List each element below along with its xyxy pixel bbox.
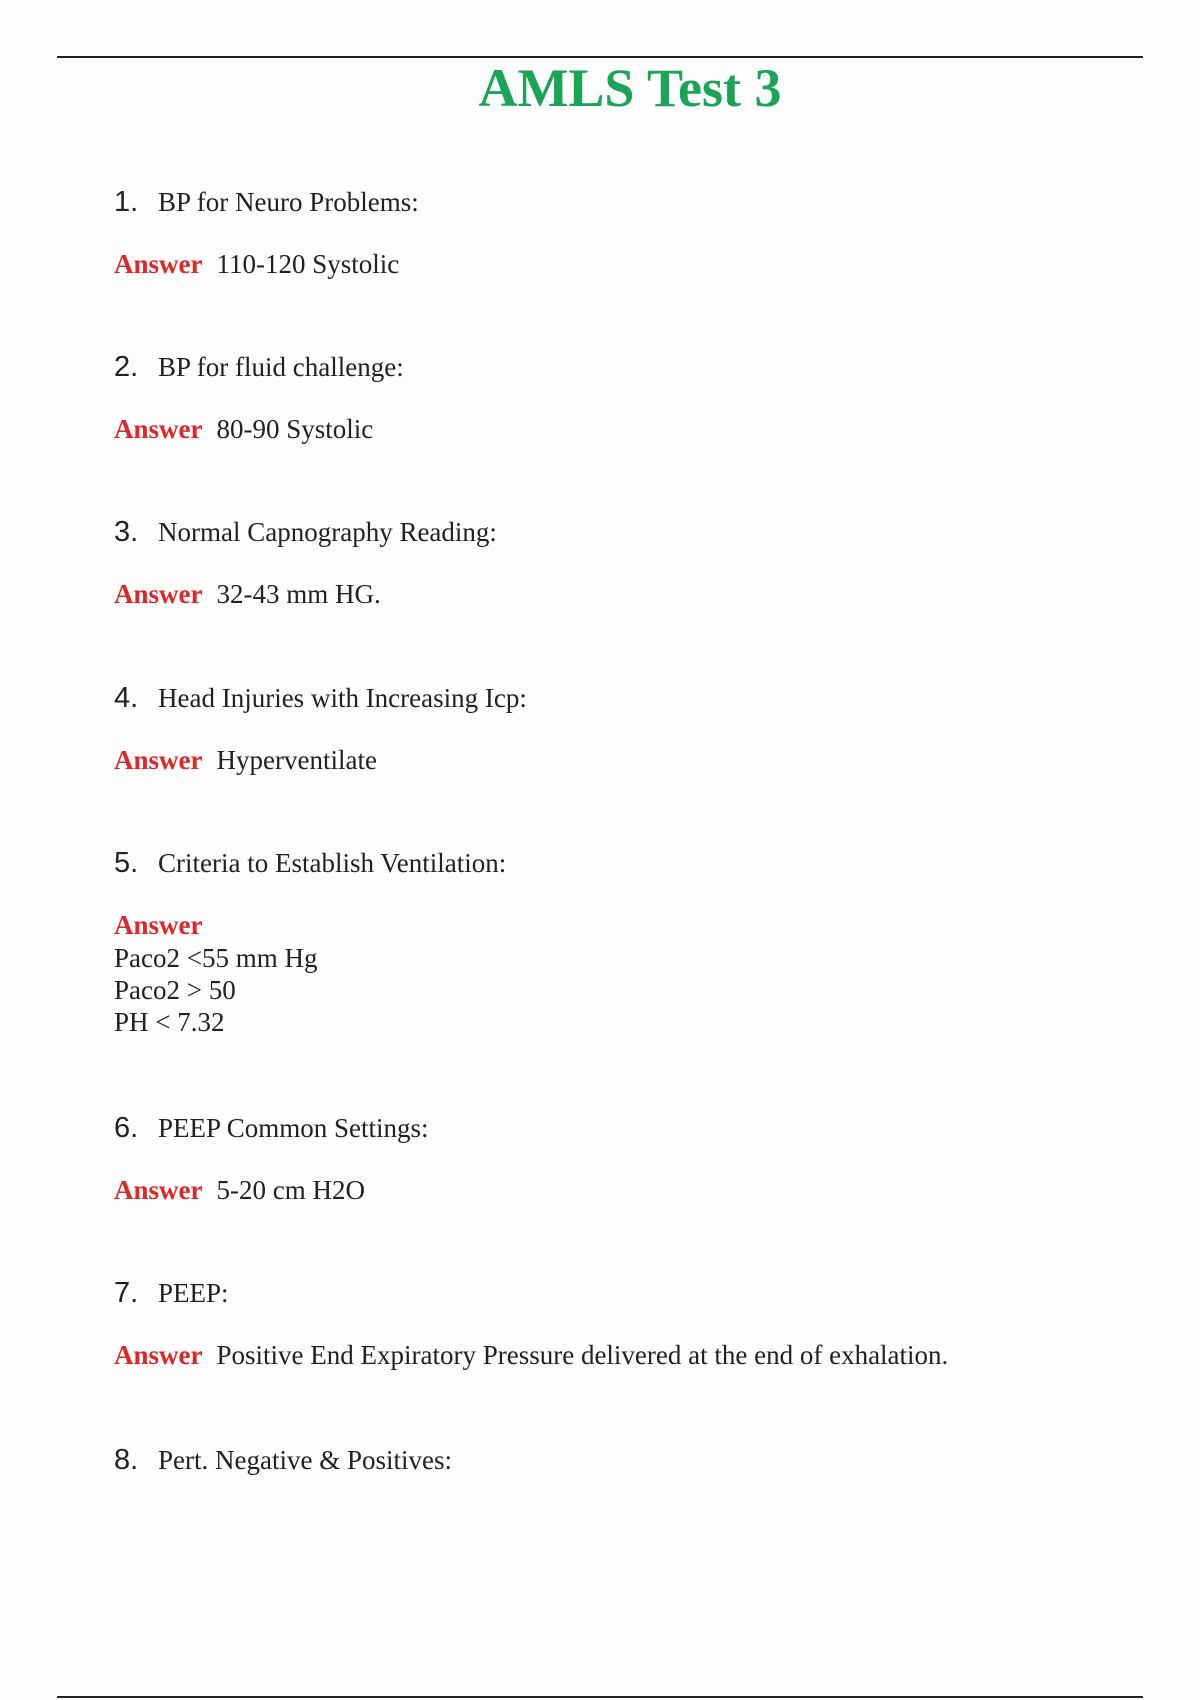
answer-label: Answer — [114, 745, 203, 775]
answer — [114, 908, 1134, 1038]
answer-label: Answer — [114, 1340, 203, 1370]
question — [114, 1443, 1134, 1477]
question-number: 3. — [114, 516, 139, 548]
answer-label: Answer — [114, 414, 203, 444]
question-text: Normal Capnography Reading: — [158, 517, 497, 547]
question-number: 1. — [114, 186, 139, 218]
answer-label: Answer — [114, 579, 203, 609]
answer-text: 110-120 Systolic — [216, 249, 400, 279]
bottom-rule — [57, 1696, 1143, 1698]
answer-text: Hyperventilate — [216, 745, 377, 775]
question — [114, 350, 1134, 384]
answer-label: Answer — [114, 249, 203, 279]
question — [114, 515, 1134, 549]
answer-text: 32-43 mm HG. — [216, 579, 381, 609]
question-text: Pert. Negative & Positives: — [158, 1445, 452, 1475]
question — [114, 1111, 1134, 1145]
question — [114, 681, 1134, 715]
answer — [114, 412, 1134, 446]
answer-line: Paco2 > 50 — [114, 975, 236, 1005]
answer-label: Answer — [114, 910, 203, 940]
question-number: 6. — [114, 1112, 139, 1144]
question-text: PEEP: — [158, 1278, 229, 1308]
question-number: 2. — [114, 351, 139, 383]
qa-item-6 — [114, 1111, 1134, 1207]
answer — [114, 743, 1134, 777]
answer-line: PH < 7.32 — [114, 1007, 225, 1037]
answer — [114, 247, 1134, 281]
qa-item-2 — [114, 350, 1134, 446]
qa-item-3 — [114, 515, 1134, 611]
question-text: Head Injuries with Increasing Icp: — [158, 683, 527, 713]
question-number: 5. — [114, 847, 139, 879]
document-title: AMLS Test 3 — [478, 58, 782, 118]
qa-item-5 — [114, 846, 1134, 1038]
question-text: PEEP Common Settings: — [158, 1113, 429, 1143]
qa-item-1 — [114, 185, 1134, 281]
qa-item-7 — [114, 1276, 1134, 1372]
question-number: 8. — [114, 1444, 139, 1476]
question — [114, 846, 1134, 880]
answer — [114, 577, 1134, 611]
question-text: BP for Neuro Problems: — [158, 187, 419, 217]
question — [114, 1276, 1134, 1310]
answer-text: Positive End Expiratory Pressure delivered at the end of exhalation. — [216, 1340, 949, 1370]
answer — [114, 1338, 1134, 1372]
answer-text: 5-20 cm H2O — [216, 1175, 365, 1205]
question-number: 7. — [114, 1277, 139, 1309]
answer-text: 80-90 Systolic — [216, 414, 374, 444]
answer-label: Answer — [114, 1175, 203, 1205]
answer-line: Paco2 <55 mm Hg — [114, 943, 318, 973]
qa-item-8 — [114, 1443, 1134, 1477]
question-text: BP for fluid challenge: — [158, 352, 404, 382]
question — [114, 185, 1134, 219]
question-number: 4. — [114, 682, 139, 714]
qa-item-4 — [114, 681, 1134, 777]
answer — [114, 1173, 1134, 1207]
question-text: Criteria to Establish Ventilation: — [158, 848, 507, 878]
